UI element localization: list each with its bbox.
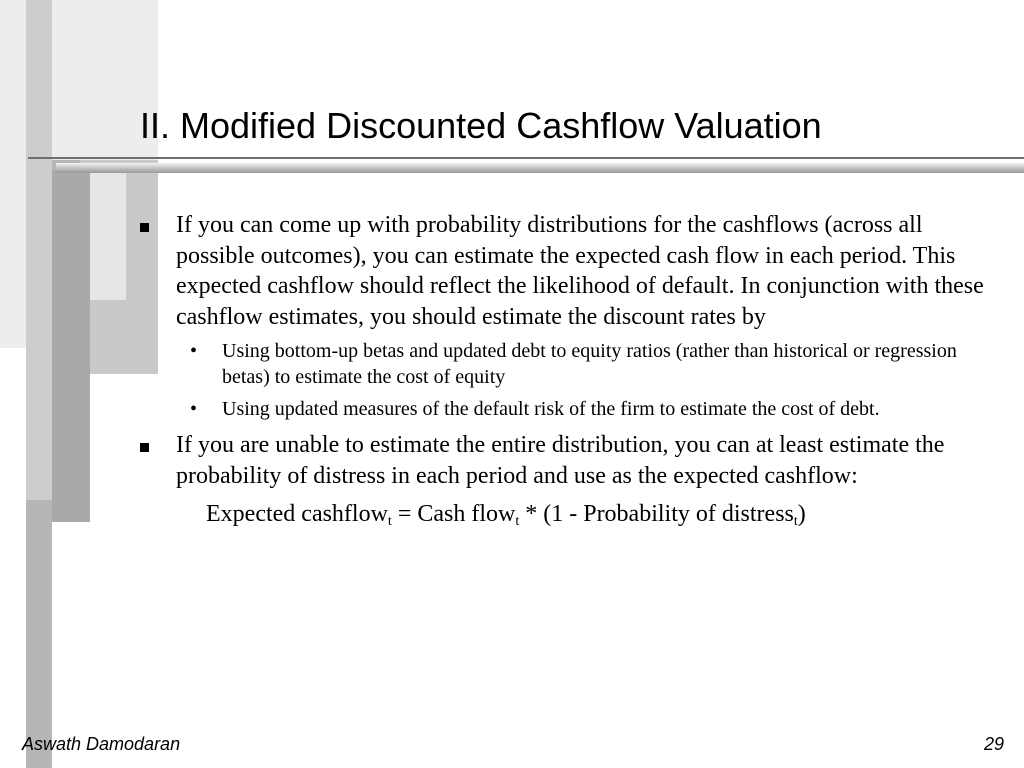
bullet-2-text: If you are unable to estimate the entire distribution, you can at least estimate the probability of distress in each period and use as the expected cashflow:	[176, 432, 945, 489]
square-bullet-icon	[140, 223, 149, 232]
title-rule-thick	[56, 163, 1024, 173]
subbullet-2	[136, 396, 996, 422]
formula-rhs: * (1 - Probability of distress	[519, 501, 794, 527]
subbullet-2-text: Using updated measures of the default risk of the firm to estimate the cost of debt.	[222, 398, 880, 420]
title-rule-thin	[28, 157, 1024, 159]
subbullet-1	[136, 338, 996, 390]
formula-subscript: t	[515, 514, 520, 529]
formula-close: )	[797, 501, 806, 527]
footer-author: Aswath Damodaran	[22, 734, 181, 754]
bullet-1-text: If you can come up with probability distributions for the cashflows (across all possible outcomes), you can estimate the expected cash flow in each period. This expected cashflow should reflect the likelihood of default. In conjunction with these cashflow estimates, you should estimate the discount rates by	[176, 212, 984, 330]
expected-cashflow-formula	[136, 499, 996, 529]
square-bullet-icon	[140, 443, 149, 452]
dot-bullet-icon: •	[190, 340, 198, 362]
bullet-2	[136, 430, 996, 491]
formula-mid: = Cash flow	[391, 501, 516, 527]
decor-strip-4	[26, 500, 52, 768]
formula-subscript: t	[387, 514, 392, 529]
formula-lhs: Expected cashflow	[206, 501, 388, 527]
slide-body	[136, 210, 996, 529]
dot-bullet-icon: •	[190, 398, 198, 420]
footer-page-number: 29	[983, 734, 1004, 754]
formula-subscript: t	[793, 514, 798, 529]
subbullet-1-text: Using bottom-up betas and updated debt to equity ratios (rather than historical or regression betas) to estimate the cost of equity	[222, 340, 957, 388]
decor-strip-2	[50, 170, 90, 522]
bullet-1	[136, 210, 996, 332]
slide-title: II. Modified Discounted Cashflow Valuation	[140, 105, 822, 146]
